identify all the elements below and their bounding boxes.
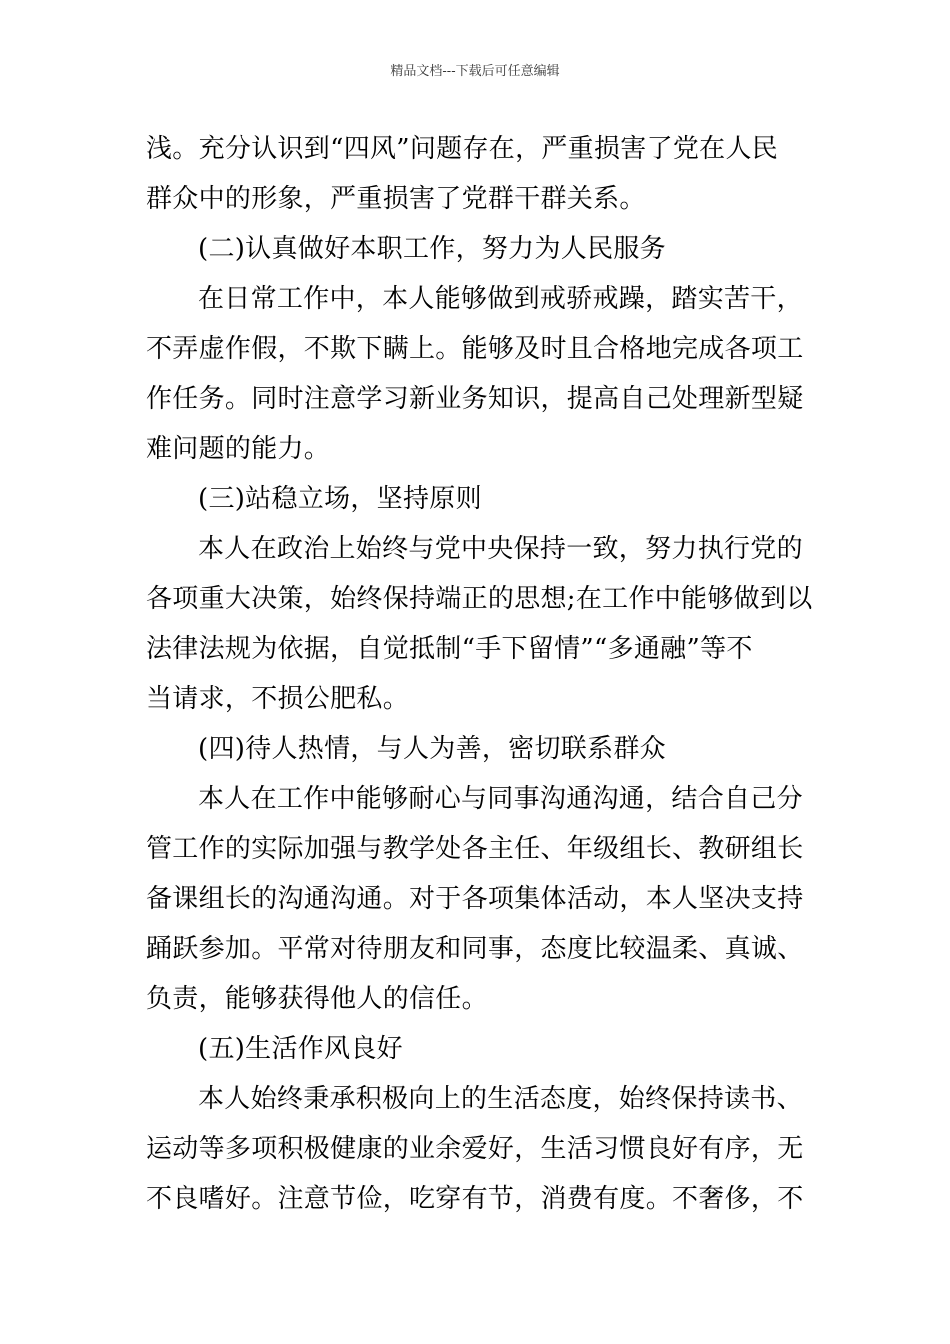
document-body	[146, 124, 813, 1224]
paragraph-line: 不弄虚作假，不欺下瞒上。能够及时且合格地完成各项工	[146, 334, 804, 364]
paragraph-line: 负责，能够获得他人的信任。	[146, 984, 488, 1014]
paragraph-first-line: (四)待人热情，与人为善，密切联系群众	[198, 734, 666, 764]
paragraph-line: 踊跃参加。平常对待朋友和同事，态度比较温柔、真诚、	[146, 934, 804, 964]
paragraph-first-line: (三)站稳立场，坚持原则	[198, 484, 482, 514]
paragraph-first-line: (二)认真做好本职工作，努力为人民服务	[198, 234, 666, 264]
page-header: 精品文档---下载后可任意编辑	[390, 64, 560, 79]
paragraph-line: 作任务。同时注意学习新业务知识，提高自己处理新型疑	[146, 384, 804, 414]
paragraph-line: 不良嗜好。注意节俭，吃穿有节，消费有度。不奢侈，不	[146, 1184, 804, 1214]
paragraph-first-line: 本人在政治上始终与党中央保持一致，努力执行党的	[198, 534, 803, 564]
paragraph-first-line: (五)生活作风良好	[198, 1034, 403, 1064]
paragraph-line: 浅。充分认识到“四风”问题存在，严重损害了党在人民	[146, 134, 779, 164]
paragraph-first-line: 本人在工作中能够耐心与同事沟通沟通，结合自己分	[198, 784, 803, 814]
paragraph-line: 运动等多项积极健康的业余爱好，生活习惯良好有序，无	[146, 1134, 804, 1164]
paragraph-line: 管工作的实际加强与教学处各主任、年级组长、教研组长	[146, 834, 804, 864]
paragraph-line: 备课组长的沟通沟通。对于各项集体活动，本人坚决支持	[146, 884, 804, 914]
paragraph-line: 各项重大决策，始终保持端正的思想;在工作中能够做到以	[146, 584, 813, 614]
paragraph-line: 当请求，不损公肥私。	[146, 684, 410, 714]
paragraph-line: 法律法规为依据，自觉抵制“手下留情”“多通融”等不	[146, 634, 753, 664]
paragraph-first-line: 在日常工作中，本人能够做到戒骄戒躁，踏实苦干，	[198, 284, 803, 314]
paragraph-first-line: 本人始终秉承积极向上的生活态度，始终保持读书、	[198, 1084, 803, 1114]
paragraph-line: 难问题的能力。	[146, 434, 331, 464]
paragraph-line: 群众中的形象，严重损害了党群干群关系。	[146, 184, 646, 214]
